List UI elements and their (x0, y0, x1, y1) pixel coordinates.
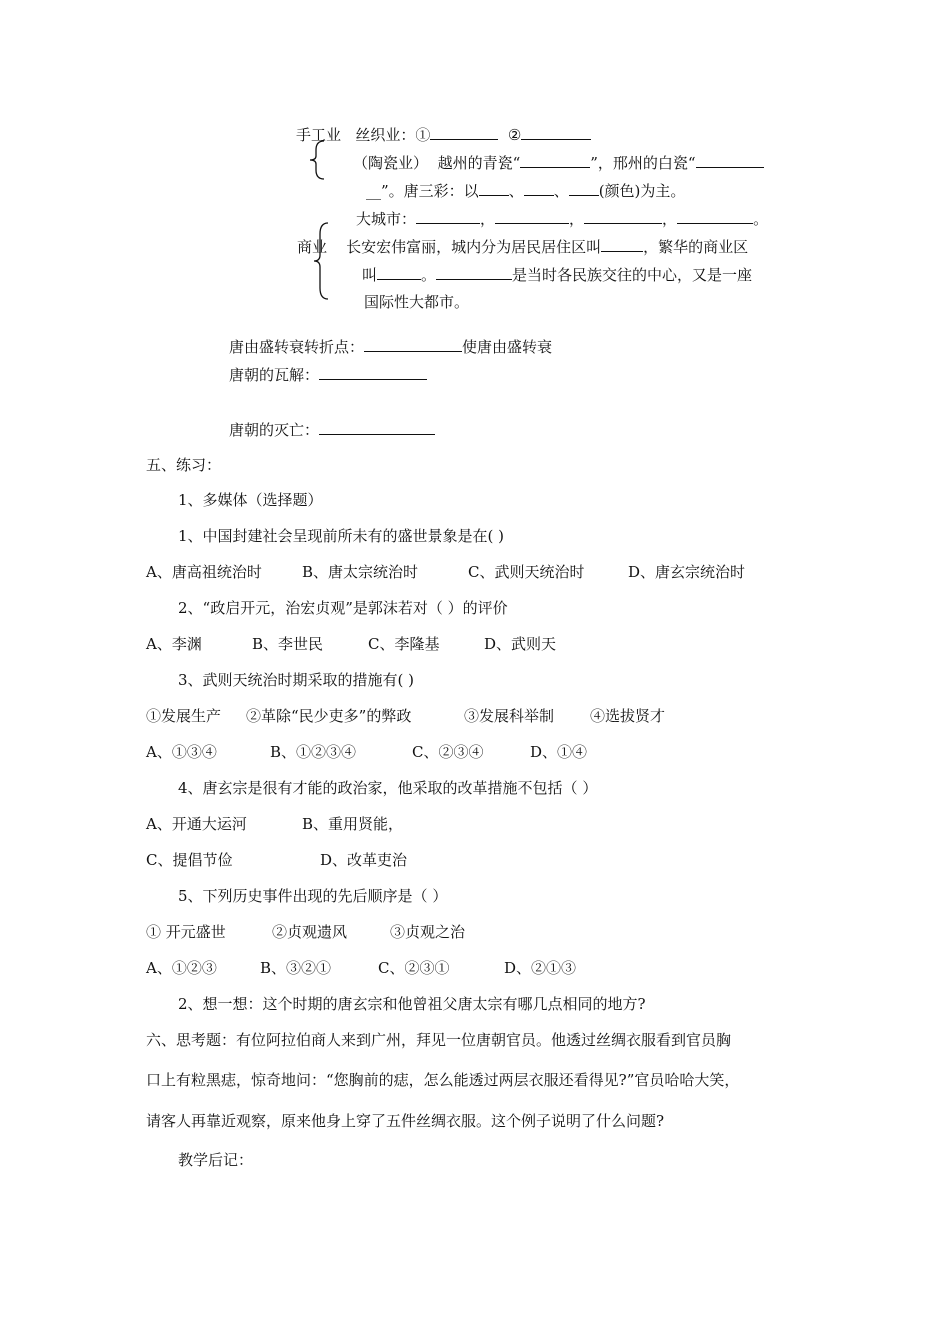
fall-line (229, 419, 435, 440)
handicraft-label: 手工业 (296, 126, 342, 144)
q1-option-d[interactable]: D、唐玄宗统治时 (628, 563, 746, 581)
commerce-line-1 (297, 236, 748, 257)
q3-item-3: ③发展科举制 (464, 707, 555, 725)
q5-option-c[interactable]: C、②③① (378, 959, 450, 977)
jiao-text: 叫 (362, 266, 378, 284)
q4-option-d[interactable]: D、改革吏治 (320, 851, 408, 869)
residential-blank[interactable] (601, 236, 643, 252)
collapse-blank[interactable] (319, 364, 427, 380)
question-3: 3、武则天统治时期采取的措施有( ) (178, 671, 415, 689)
q3-item-1: ①发展生产 (146, 707, 222, 725)
commerce-line-2 (362, 264, 752, 285)
collapse-line (229, 364, 427, 385)
changan-text: 长安宏伟富丽，城内分为居民居住区叫 (346, 238, 602, 256)
q5-item-1: ① 开元盛世 (146, 923, 226, 941)
q4-option-c[interactable]: C、提倡节俭 (146, 851, 233, 869)
q3-item-4: ④选拔贤才 (590, 707, 666, 725)
q1-option-c[interactable]: C、武则天统治时 (468, 563, 585, 581)
question-4: 4、唐玄宗是很有才能的政治家，他采取的改革措施不包括（ ） (178, 779, 598, 797)
q1-option-a[interactable]: A、唐高祖统治时 (146, 563, 262, 581)
silk-industry-label: 丝织业：① (355, 126, 431, 144)
silk-blank-1[interactable] (430, 124, 498, 140)
question-1: 1、中国封建社会呈现前所未有的盛世景象是在( ) (178, 527, 505, 545)
city-blank-2[interactable] (495, 208, 569, 224)
comma: 、 (508, 182, 524, 200)
thinking-line-3: 请客人再靠近观察，原来他身上穿了五件丝绸衣服。这个例子说明了什么问题? (146, 1112, 665, 1130)
q3-option-a[interactable]: A、①③④ (146, 743, 217, 761)
postscript-label: 教学后记： (178, 1151, 254, 1169)
q2-option-b[interactable]: B、李世民 (252, 635, 324, 653)
xing-porcelain-label: ”，邢州的白瓷“ (590, 154, 696, 172)
yue-porcelain-label: 越州的青瓷“ (437, 154, 521, 172)
question-5: 5、下列历史事件出现的先后顺序是（ ） (178, 887, 448, 905)
sep: ， (480, 210, 496, 228)
city-blank-1[interactable] (416, 208, 480, 224)
comma: 、 (553, 182, 569, 200)
sep: ， (569, 210, 585, 228)
color-suffix: (颜色)为主。 (598, 182, 686, 200)
handicraft-line-2 (353, 152, 764, 173)
q1-option-b[interactable]: B、唐太宗统治时 (302, 563, 419, 581)
handicraft-line-1 (296, 124, 591, 145)
city-blank-4[interactable] (677, 208, 753, 224)
color-blank-3[interactable] (569, 180, 599, 196)
color-blank-1[interactable] (479, 180, 509, 196)
city-blank-3[interactable] (584, 208, 662, 224)
q5-option-d[interactable]: D、②①③ (504, 959, 577, 977)
turning-point-label: 唐由盛转衰转折点： (229, 338, 365, 356)
big-city-label: 大城市： (356, 210, 417, 228)
question-2: 2、“政启开元，治宏贞观”是郭沫若对（ ）的评价 (178, 599, 508, 617)
q5-item-3: ③贞观之治 (390, 923, 466, 941)
q2-option-a[interactable]: A、李渊 (146, 635, 202, 653)
q2-option-d[interactable]: D、武则天 (484, 635, 557, 653)
color-blank-2[interactable] (524, 180, 554, 196)
silk-blank-2[interactable] (521, 124, 591, 140)
q3-option-d[interactable]: D、①④ (530, 743, 588, 761)
thinking-line-1: 六、思考题：有位阿拉伯商人来到广州，拜见一位唐朝官员。他透过丝绸衣服看到官员胸 (146, 1031, 732, 1049)
market-text: ，繁华的商业区 (643, 238, 749, 256)
q3-item-2: ②革除“民少吏多”的弊政 (246, 707, 412, 725)
q3-option-c[interactable]: C、②③④ (412, 743, 484, 761)
pottery-label: （陶瓷业） (353, 154, 429, 172)
q5-option-b[interactable]: B、③②① (260, 959, 332, 977)
dot: 。 (421, 266, 437, 284)
turning-suffix: 使唐由盛转衰 (462, 338, 553, 356)
fall-label: 唐朝的灭亡： (229, 421, 320, 439)
intl-text: 国际性大都市。 (364, 293, 470, 311)
commerce-label: 商业 (297, 238, 328, 256)
exercise-sub1: 1、多媒体（选择题） (178, 491, 323, 509)
exercise-sub2: 2、想一想：这个时期的唐玄宗和他曾祖父唐太宗有哪几点相同的地方? (178, 995, 646, 1013)
q5-item-2: ②贞观遗风 (272, 923, 348, 941)
xing-blank[interactable] (696, 152, 764, 168)
handicraft-line-3 (366, 180, 685, 201)
big-city-line (356, 208, 768, 229)
exercise-heading: 五、练习： (146, 456, 222, 474)
center-blank[interactable] (436, 264, 512, 280)
market-blank[interactable] (377, 264, 421, 280)
end: 。 (753, 210, 769, 228)
q2-option-c[interactable]: C、李隆基 (368, 635, 440, 653)
sep: ， (662, 210, 678, 228)
tang-sancai-label: __”。唐三彩：以 (366, 182, 479, 200)
commerce-line-3 (364, 292, 469, 312)
handicraft-brace (308, 140, 328, 180)
circle-2: ② (507, 126, 522, 144)
collapse-label: 唐朝的瓦解： (229, 366, 320, 384)
q5-option-a[interactable]: A、①②③ (146, 959, 217, 977)
yue-blank[interactable] (520, 152, 590, 168)
q3-option-b[interactable]: B、①②③④ (270, 743, 357, 761)
thinking-line-2: 口上有粒黑痣，惊奇地问：“您胸前的痣，怎么能透过两层衣服还看得见?”官员哈哈大笑， (146, 1071, 740, 1089)
turning-blank[interactable] (364, 336, 462, 352)
q4-option-a[interactable]: A、开通大运河 (146, 815, 247, 833)
q4-option-b[interactable]: B、重用贤能， (302, 815, 404, 833)
fall-blank[interactable] (319, 419, 435, 435)
commerce-brace (312, 222, 332, 300)
center-text: 是当时各民族交往的中心，又是一座 (512, 266, 753, 284)
turning-point-line (229, 336, 552, 357)
